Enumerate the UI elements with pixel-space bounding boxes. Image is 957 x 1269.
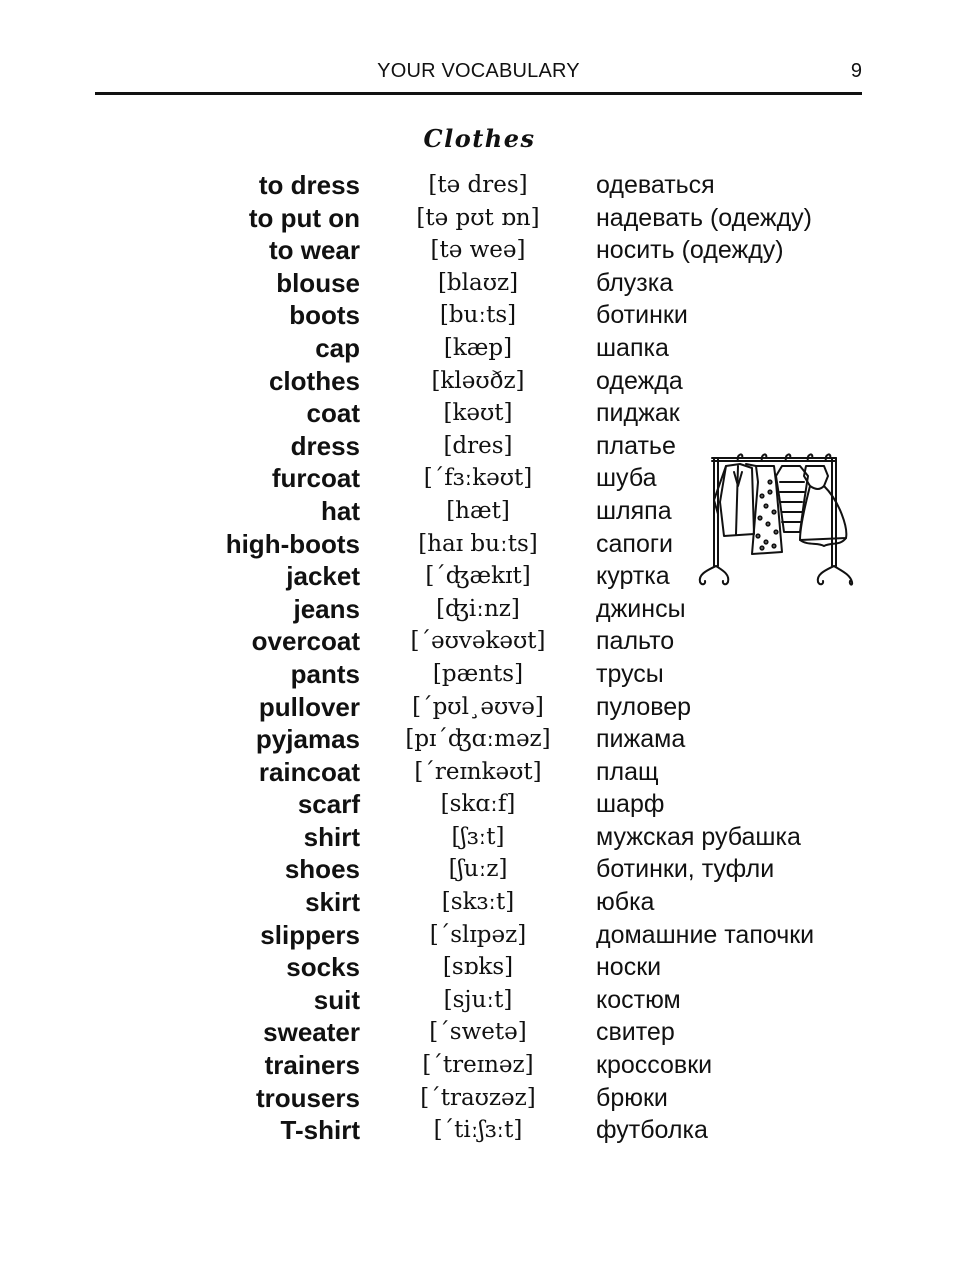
section-title: Clothes [423,124,536,153]
page-header [95,58,862,92]
english-word: to dress [258,170,360,200]
vocab-row [0,593,957,626]
russian-translation: юбка [596,888,655,917]
transcription: [skɑːf] [440,791,516,818]
transcription: [tə pʊt ɒn] [416,204,540,231]
transcription: [ʤiːnz] [436,595,520,622]
russian-translation: блузка [596,268,674,297]
transcription: [´swetə] [429,1019,527,1046]
transcription: [blaʊz] [437,269,519,296]
russian-translation: куртка [596,562,670,591]
transcription: [dres] [443,432,513,459]
vocab-row [0,202,957,235]
vocab-row [0,1082,957,1115]
vocab-row [0,625,957,658]
english-word: raincoat [258,756,360,787]
russian-translation: пиджак [596,399,680,428]
english-word: pullover [258,691,360,722]
transcription: [´slɪpəz] [429,921,527,948]
russian-translation: пуловер [596,692,692,721]
transcription: [´reɪnkəʊt] [414,758,542,785]
english-word: trousers [255,1082,360,1113]
russian-translation: носить (одежду) [596,236,784,265]
russian-translation: трусы [596,659,664,688]
transcription: [skɜːt] [441,889,515,916]
english-word: jeans [293,593,360,624]
russian-translation: футболка [596,1116,708,1145]
vocab-row [0,919,957,952]
transcription: [pɪ´ʤɑːməz] [405,726,551,753]
transcription: [kæp] [443,334,513,361]
vocab-row [0,169,957,202]
vocab-row [0,234,957,267]
english-word: high-boots [225,528,360,559]
english-word: sweater [263,1017,360,1048]
english-word: furcoat [271,463,360,494]
english-word: trainers [264,1050,360,1081]
vocab-row [0,984,957,1017]
vocab-row [0,886,957,919]
english-word: to wear [268,235,360,266]
english-word: slippers [260,919,360,950]
russian-translation: костюм [596,985,681,1014]
transcription: [´treɪnəz] [422,1052,534,1079]
english-word: jacket [286,561,360,592]
russian-translation: одежда [596,366,683,395]
transcription: [hæt] [446,497,510,524]
russian-translation: шапка [596,333,669,362]
vocab-row [0,1114,957,1147]
transcription: [´ʤækɪt] [425,563,531,590]
vocab-row [0,397,957,430]
transcription: [buːts] [439,302,517,329]
transcription: [´traʊzəz] [420,1084,536,1111]
vocab-row [0,788,957,821]
russian-translation: домашние тапочки [596,920,815,949]
russian-translation: шляпа [596,496,672,525]
english-word: shirt [303,821,360,852]
english-word: pyjamas [255,724,360,755]
russian-translation: носки [596,953,662,982]
page-number: 9 [850,60,862,82]
english-word: suit [313,984,360,1015]
vocab-row [0,299,957,332]
transcription: [´pʊl¸əʊvə] [412,693,544,720]
russian-translation: пальто [596,627,675,656]
vocabulary-list [0,169,957,1147]
transcription: [´əʊvəkəʊt] [410,628,546,655]
russian-translation: шуба [596,464,657,493]
russian-translation: надевать (одежду) [596,203,813,232]
vocab-row [0,332,957,365]
vocab-row [0,723,957,756]
vocab-row [0,1016,957,1049]
english-word: hat [321,495,360,526]
transcription: [sɒks] [442,954,514,981]
russian-translation: мужская рубашка [596,822,801,851]
transcription: [´tiːʃɜːt] [433,1117,523,1144]
russian-translation: свитер [596,1018,675,1047]
english-word: pants [290,658,360,689]
russian-translation: платье [596,431,676,460]
vocab-row [0,267,957,300]
english-word: socks [286,952,360,983]
transcription: [tə dres] [428,172,528,198]
russian-translation: плащ [596,757,659,786]
english-word: cap [315,332,360,363]
vocab-row [0,1049,957,1082]
vocab-row [0,365,957,398]
vocab-row [0,691,957,724]
clothes-rack-icon [690,442,866,592]
english-word: boots [289,300,360,331]
russian-translation: одеваться [596,171,715,199]
english-word: coat [306,398,360,429]
transcription: [pænts] [432,660,524,687]
russian-translation: пижама [596,725,686,754]
english-word: blouse [276,267,360,298]
transcription: [kəʊt] [443,400,513,427]
english-word: T-shirt [280,1115,360,1146]
english-word: skirt [305,887,360,918]
transcription: [´fɜːkəʊt] [423,465,533,492]
transcription: [kləʊðz] [431,367,525,394]
transcription: [ʃuːz] [448,856,508,883]
russian-translation: ботинки, туфли [596,855,775,884]
russian-translation: шарф [596,790,665,819]
transcription: [ʃɜːt] [451,823,505,850]
russian-translation: сапоги [596,529,673,558]
transcription: [sjuːt] [443,986,513,1013]
english-word: scarf [297,789,360,820]
header-title: YOUR VOCABULARY [377,60,580,82]
header-rule [95,92,862,95]
english-word: dress [290,430,360,461]
english-word: overcoat [251,626,360,657]
transcription: [tə weə] [430,237,526,264]
vocab-row [0,853,957,886]
transcription: [haɪ buːts] [418,530,538,557]
vocab-row [0,756,957,789]
vocab-row [0,658,957,691]
english-word: to put on [248,202,360,233]
english-word: shoes [284,854,360,885]
russian-translation: кроссовки [596,1051,713,1080]
vocab-row [0,951,957,984]
english-word: clothes [268,365,360,396]
russian-translation: брюки [596,1083,668,1112]
russian-translation: ботинки [596,301,688,330]
russian-translation: джинсы [596,594,686,623]
vocab-row [0,821,957,854]
